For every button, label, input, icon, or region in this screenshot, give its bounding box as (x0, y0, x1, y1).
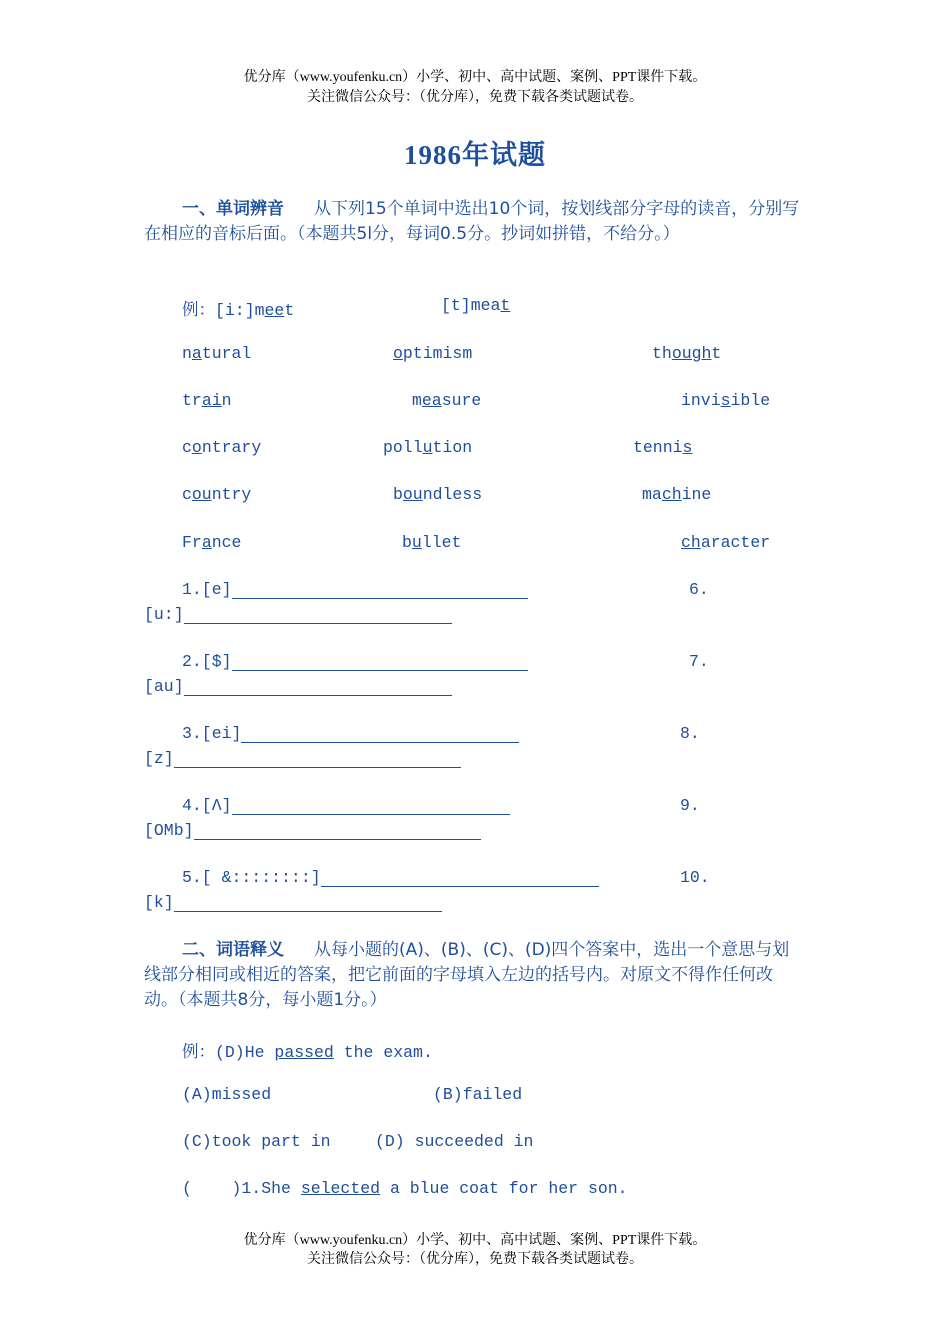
answer-blank-6: [u:] (144, 605, 452, 624)
answer-blank-8: [z] (144, 749, 461, 768)
answer-line[interactable] (321, 868, 599, 887)
answer-line[interactable] (232, 652, 528, 671)
answer-blank-2: 2.[$] (182, 652, 528, 671)
answer-blank-1: 1.[e] (182, 580, 528, 599)
section2-example: 例：(D)He passed the exam. (182, 1043, 433, 1062)
option-d: (D) succeeded in (375, 1132, 534, 1151)
section2-heading: 二、词语释义 (182, 940, 284, 960)
section1-intro (144, 197, 806, 247)
answer-num-10: 10. (680, 868, 710, 887)
section2-instructions: 从每小题的(A)、(B)、(C)、(D)四个答案中，选出一个意思与划线部分相同或相近的答案，把它前面的字母填入左边的括号内。对原文不得作任何改动。（本题共8分，每小题1分。） (144, 940, 790, 1010)
answer-line[interactable] (184, 677, 452, 696)
answer-blank-9: [OMb] (144, 821, 481, 840)
header-line-1: 优分库（www.youfenku.cn）小学、初中、高中试题、案例、PPT课件下载。 (243, 70, 707, 85)
word-item: boundless (393, 485, 483, 504)
answer-blank-10: [k] (144, 893, 442, 912)
word-item: train (182, 391, 232, 410)
answer-line[interactable] (241, 724, 519, 743)
word-item: optimism (393, 344, 473, 363)
word-item: natural (182, 344, 252, 363)
page-title: 1986年试题 (404, 140, 546, 170)
answer-num-6: 6. (689, 580, 709, 599)
section1-heading: 一、单词辨音 (182, 199, 284, 219)
answer-num-9: 9. (680, 796, 700, 815)
word-item: contrary (182, 438, 262, 457)
answer-blank-3: 3.[ei] (182, 724, 519, 743)
section1-example-b: [t]meat (441, 296, 511, 315)
answer-line[interactable] (184, 605, 452, 624)
section2-intro (144, 938, 806, 1013)
word-item: character (681, 533, 771, 552)
option-b: (B)failed (433, 1085, 523, 1104)
option-c: (C)took part in (182, 1132, 331, 1151)
word-item: invisible (681, 391, 771, 410)
answer-line[interactable] (194, 821, 481, 840)
answer-blank-5: 5.[ &::::::::] (182, 868, 599, 887)
section1-instructions: 从下列15个单词中选出10个词，按划线部分字母的读音，分别写在相应的音标后面。（本题共5l分，每词0.5分。抄词如拼错，不给分。） (144, 199, 800, 244)
section1-example: 例：[i:]meet (182, 301, 295, 320)
word-item: tennis (633, 438, 693, 457)
answer-line[interactable] (174, 893, 442, 912)
header-line-2: 关注微信公众号：（优分库），免费下载各类试题试卷。 (307, 90, 643, 105)
word-item: bullet (402, 533, 462, 552)
word-item: country (182, 485, 252, 504)
answer-blank-4: 4.[Λ] (182, 796, 510, 815)
word-item: France (182, 533, 242, 552)
word-item: machine (642, 485, 712, 504)
footer-line-1: 优分库（www.youfenku.cn）小学、初中、高中试题、案例、PPT课件下载。 (243, 1233, 707, 1248)
footer-line-2: 关注微信公众号：（优分库），免费下载各类试题试卷。 (307, 1252, 643, 1267)
answer-blank-7: [au] (144, 677, 452, 696)
answer-num-7: 7. (689, 652, 709, 671)
answer-num-8: 8. (680, 724, 700, 743)
word-item: thought (652, 344, 722, 363)
question-1: ( )1.She selected a blue coat for her son. (182, 1179, 628, 1198)
answer-line[interactable] (232, 796, 510, 815)
word-item: measure (412, 391, 482, 410)
answer-line[interactable] (232, 580, 528, 599)
word-item: pollution (383, 438, 473, 457)
answer-line[interactable] (174, 749, 461, 768)
option-a: (A)missed (182, 1085, 272, 1104)
